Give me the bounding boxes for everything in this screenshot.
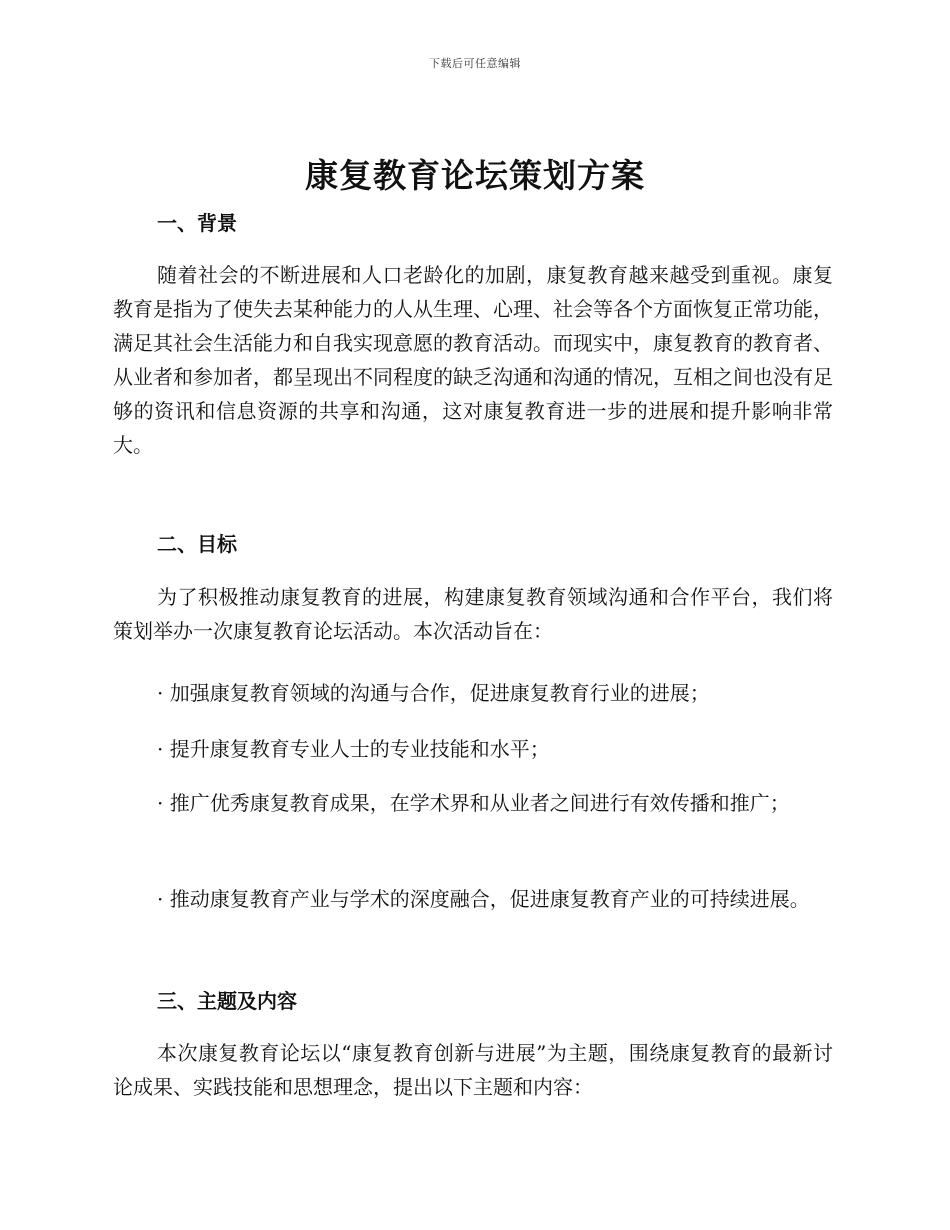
section-heading-theme: 三、主题及内容 (157, 989, 297, 1013)
paragraph-goal: 为了积极推动康复教育的进展，构建康复教育领域沟通和合作平台，我们将策划举办一次康复教育论坛活动。本次活动旨在： (113, 585, 833, 643)
section-heading-goal: 二、目标 (157, 532, 237, 556)
paragraph-background: 随着社会的不断进展和人口老龄化的加剧，康复教育越来越受到重视。康复教育是指为了使失去某种能力的人从生理、心理、社会等各个方面恢复正常功能，满足其社会生活能力和自我实现意愿的教育活动。而现实中，康复教育的教育者、从业者和参加者，都呈现出不同程度的缺乏沟通和沟通的情况，互相之间也没有足够的资讯和信息资源的共享和沟通，这对康复教育进一步的进展和提升影响非常大。 (113, 263, 833, 457)
goal-bullet-3: · 推广优秀康复教育成果，在学术界和从业者之间进行有效传播和推广； (157, 791, 790, 815)
goal-bullet-1: · 加强康复教育领域的沟通与合作，促进康复教育行业的进展； (157, 681, 710, 705)
section-heading-background: 一、背景 (157, 211, 237, 235)
document-title: 康复教育论坛策划方案 (305, 156, 645, 195)
header-note: 下载后可任意编辑 (429, 57, 521, 70)
goal-bullet-2: · 提升康复教育专业人士的专业技能和水平； (157, 737, 550, 761)
goal-bullet-4: · 推动康复教育产业与学术的深度融合，促进康复教育产业的可持续进展。 (157, 887, 810, 911)
paragraph-theme: 本次康复教育论坛以“康复教育创新与进展”为主题，围绕康复教育的最新讨论成果、实践技能和思想理念，提出以下主题和内容： (113, 1041, 833, 1099)
